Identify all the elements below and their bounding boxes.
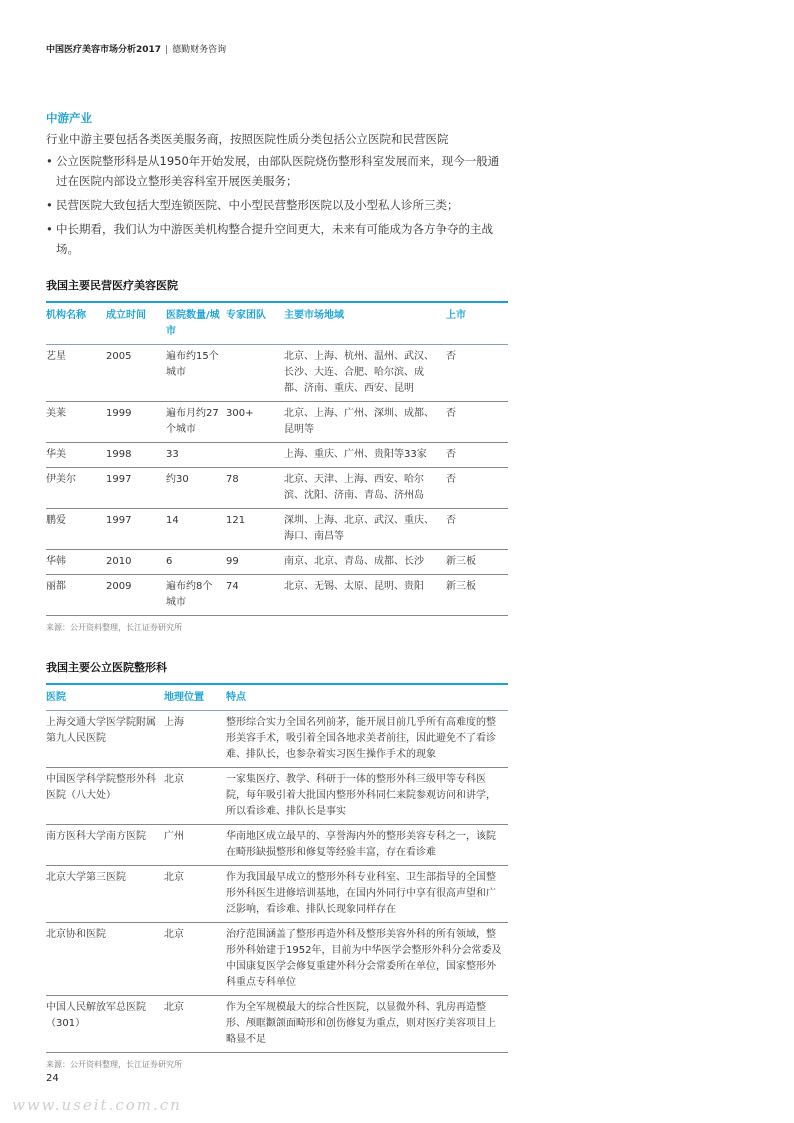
- table-cell: 北京: [164, 774, 184, 785]
- table-cell: 华南地区成立最早的、享誉海内外的整形美容专科之一，该院在畸形缺损整形和修复等经验丰富，存在看诊难: [226, 831, 496, 858]
- table-cell: 伊美尔: [46, 474, 76, 485]
- column-header: 上市: [446, 310, 466, 321]
- column-header: 地理位置: [164, 692, 204, 703]
- table-cell: 33: [166, 449, 179, 460]
- table-cell: 北京大学第三医院: [46, 872, 126, 883]
- column-header: 机构名称: [46, 310, 86, 321]
- column-header: 医院: [46, 692, 66, 703]
- page-number: 24: [46, 1073, 59, 1084]
- bullet-item: • 中长期看，我们认为中游医美机构整合提升空间更大，未来有可能成为各方争夺的主战场。: [46, 219, 508, 259]
- bullet-item: • 公立医院整形科是从1950年开始发展，由部队医院烧伤整形科室发展而来，现今一般通过在医院内部设立整形美容科室开展医美服务；: [46, 151, 508, 191]
- column-header: 成立时间: [106, 310, 146, 321]
- table-cell: 1997: [106, 515, 132, 526]
- page-header: [46, 42, 226, 55]
- table-cell: 2010: [106, 556, 132, 567]
- table-cell: 新三板: [446, 556, 476, 567]
- table-cell: 74: [226, 581, 239, 592]
- column-header: 专家团队: [226, 310, 266, 321]
- public-hospitals-table: [46, 683, 508, 1053]
- table-cell: 鹏爱: [46, 515, 66, 526]
- table-cell: 否: [446, 449, 456, 460]
- table-cell: 丽都: [46, 581, 66, 592]
- table-cell: 华美: [46, 449, 66, 460]
- table-row: [46, 443, 508, 468]
- table-row: [46, 345, 508, 402]
- bullet-item: • 民营医院大致包括大型连锁医院、中小型民营整形医院以及小型私人诊所三类；: [46, 195, 508, 215]
- table-cell: 遍布约15个城市: [166, 351, 219, 378]
- table-cell: 作为全军规模最大的综合性医院，以显微外科、乳房再造整形、颅眶颧颌面畸形和创伤修复为重点，则对医疗美容项目上略显不足: [226, 1002, 496, 1045]
- table2-source: 来源：公开资料整理，长江证券研究所: [46, 1060, 182, 1069]
- table-cell: 南京、北京、青岛、成都、长沙: [284, 556, 424, 567]
- table-cell: 遍布约8个城市: [166, 581, 213, 608]
- table-cell: 99: [226, 556, 239, 567]
- table-row: [46, 575, 508, 616]
- table-cell: 北京、上海、杭州、温州、武汉、长沙、大连、合肥、哈尔滨、成都、济南、重庆、西安、昆明: [284, 351, 434, 394]
- table-header-row: [46, 684, 508, 711]
- table-row: [46, 402, 508, 443]
- main-content: [46, 110, 508, 1070]
- table-cell: [226, 345, 284, 402]
- table-cell: 新三板: [446, 581, 476, 592]
- table-cell: 北京、上海、广州、深圳、成都、昆明等: [284, 408, 434, 435]
- table-cell: 14: [166, 515, 179, 526]
- table-cell: 否: [446, 474, 456, 485]
- table-row: [46, 711, 508, 768]
- table-row: [46, 923, 508, 996]
- table-cell: 南方医科大学南方医院: [46, 831, 146, 842]
- table-row: [46, 866, 508, 923]
- column-header: 医院数量/城市: [166, 310, 220, 337]
- table-cell: 1997: [106, 474, 132, 485]
- table-cell: [226, 443, 284, 468]
- table-cell: 作为我国最早成立的整形外科专业科室、卫生部指导的全国整形外科医生进修培训基地，在国内外同行中享有很高声望和广泛影响，看诊难、排队长现象同样存在: [226, 872, 496, 915]
- company-name: 德勤财务咨询: [172, 45, 227, 55]
- watermark: www.useit.com.cn: [12, 1096, 182, 1114]
- table-row: [46, 768, 508, 825]
- table-cell: 治疗范围涵盖了整形再造外科及整形美容外科的所有领域，整形外科始建于1952年，目前为中华医学会整形外科分会常委及中国康复医学会修复重建外科分会常委所在单位，国家整形外科重点专科单位: [226, 929, 502, 988]
- table-cell: 约30: [166, 474, 189, 485]
- table-header-row: [46, 302, 508, 345]
- table-cell: 一家集医疗、教学、科研于一体的整形外科三级甲等专科医院，每年吸引着大批国内整形外科同仁来院参观访问和讲学，所以看诊难、排队长是事实: [226, 774, 496, 817]
- table-cell: 300+: [226, 408, 254, 419]
- table-cell: 1998: [106, 449, 132, 460]
- table-row: [46, 509, 508, 550]
- table-cell: 美莱: [46, 408, 66, 419]
- table-cell: 北京: [164, 872, 184, 883]
- table-cell: 上海交通大学医学院附属第九人民医院: [46, 717, 156, 744]
- table-cell: 2009: [106, 581, 132, 592]
- report-title: 中国医疗美容市场分析2017: [46, 45, 162, 55]
- table-row: [46, 468, 508, 509]
- table-cell: 华韩: [46, 556, 66, 567]
- column-header: 主要市场地域: [284, 310, 344, 321]
- table-cell: 否: [446, 515, 456, 526]
- table-cell: 中国人民解放军总医院（301）: [46, 1002, 146, 1029]
- table-row: [46, 550, 508, 575]
- table-cell: 否: [446, 408, 456, 419]
- table-cell: 6: [166, 556, 173, 567]
- table-cell: 深圳、上海、北京、武汉、重庆、海口、南昌等: [284, 515, 434, 542]
- table-cell: 艺星: [46, 351, 66, 362]
- table-cell: 北京协和医院: [46, 929, 106, 940]
- table-cell: 上海、重庆、广州、贵阳等33家: [284, 449, 427, 460]
- table-cell: 北京、天津、上海、西安、哈尔滨、沈阳、济南、青岛、济州岛: [284, 474, 424, 501]
- table1-source: 来源：公开资料整理，长江证券研究所: [46, 623, 182, 632]
- table-cell: 中国医学科学院整形外科医院（八大处）: [46, 774, 156, 801]
- table-cell: 否: [446, 351, 456, 362]
- section-intro: 行业中游主要包括各类医美服务商，按照医院性质分类包括公立医院和民营医院: [46, 132, 449, 146]
- table-cell: 广州: [164, 831, 184, 842]
- table-cell: 北京、无锡、太原、昆明、贵阳: [284, 581, 424, 592]
- table-row: [46, 825, 508, 866]
- column-header: 特点: [226, 692, 246, 703]
- table2-title: 我国主要公立医院整形科: [46, 661, 167, 674]
- table1-title: 我国主要民营医疗美容医院: [46, 279, 178, 292]
- table-cell: 78: [226, 474, 239, 485]
- table-row: [46, 996, 508, 1053]
- header-separator: |: [165, 45, 169, 55]
- table-cell: 北京: [164, 1002, 184, 1013]
- table-cell: 北京: [164, 929, 184, 940]
- table-cell: 1999: [106, 408, 132, 419]
- table-cell: 上海: [164, 717, 184, 728]
- table-cell: 整形综合实力全国名列前茅，能开展目前几乎所有高难度的整形美容手术，吸引着全国各地求美者前往，因此避免不了看诊难、排队长，也参杂着实习医生操作手术的现象: [226, 717, 496, 760]
- table-cell: 121: [226, 515, 246, 526]
- table-cell: 遍布月约27个城市: [166, 408, 219, 435]
- section-title: 中游产业: [46, 111, 92, 125]
- private-hospitals-table: [46, 301, 508, 616]
- table-cell: 2005: [106, 351, 132, 362]
- bullet-list: [46, 151, 508, 259]
